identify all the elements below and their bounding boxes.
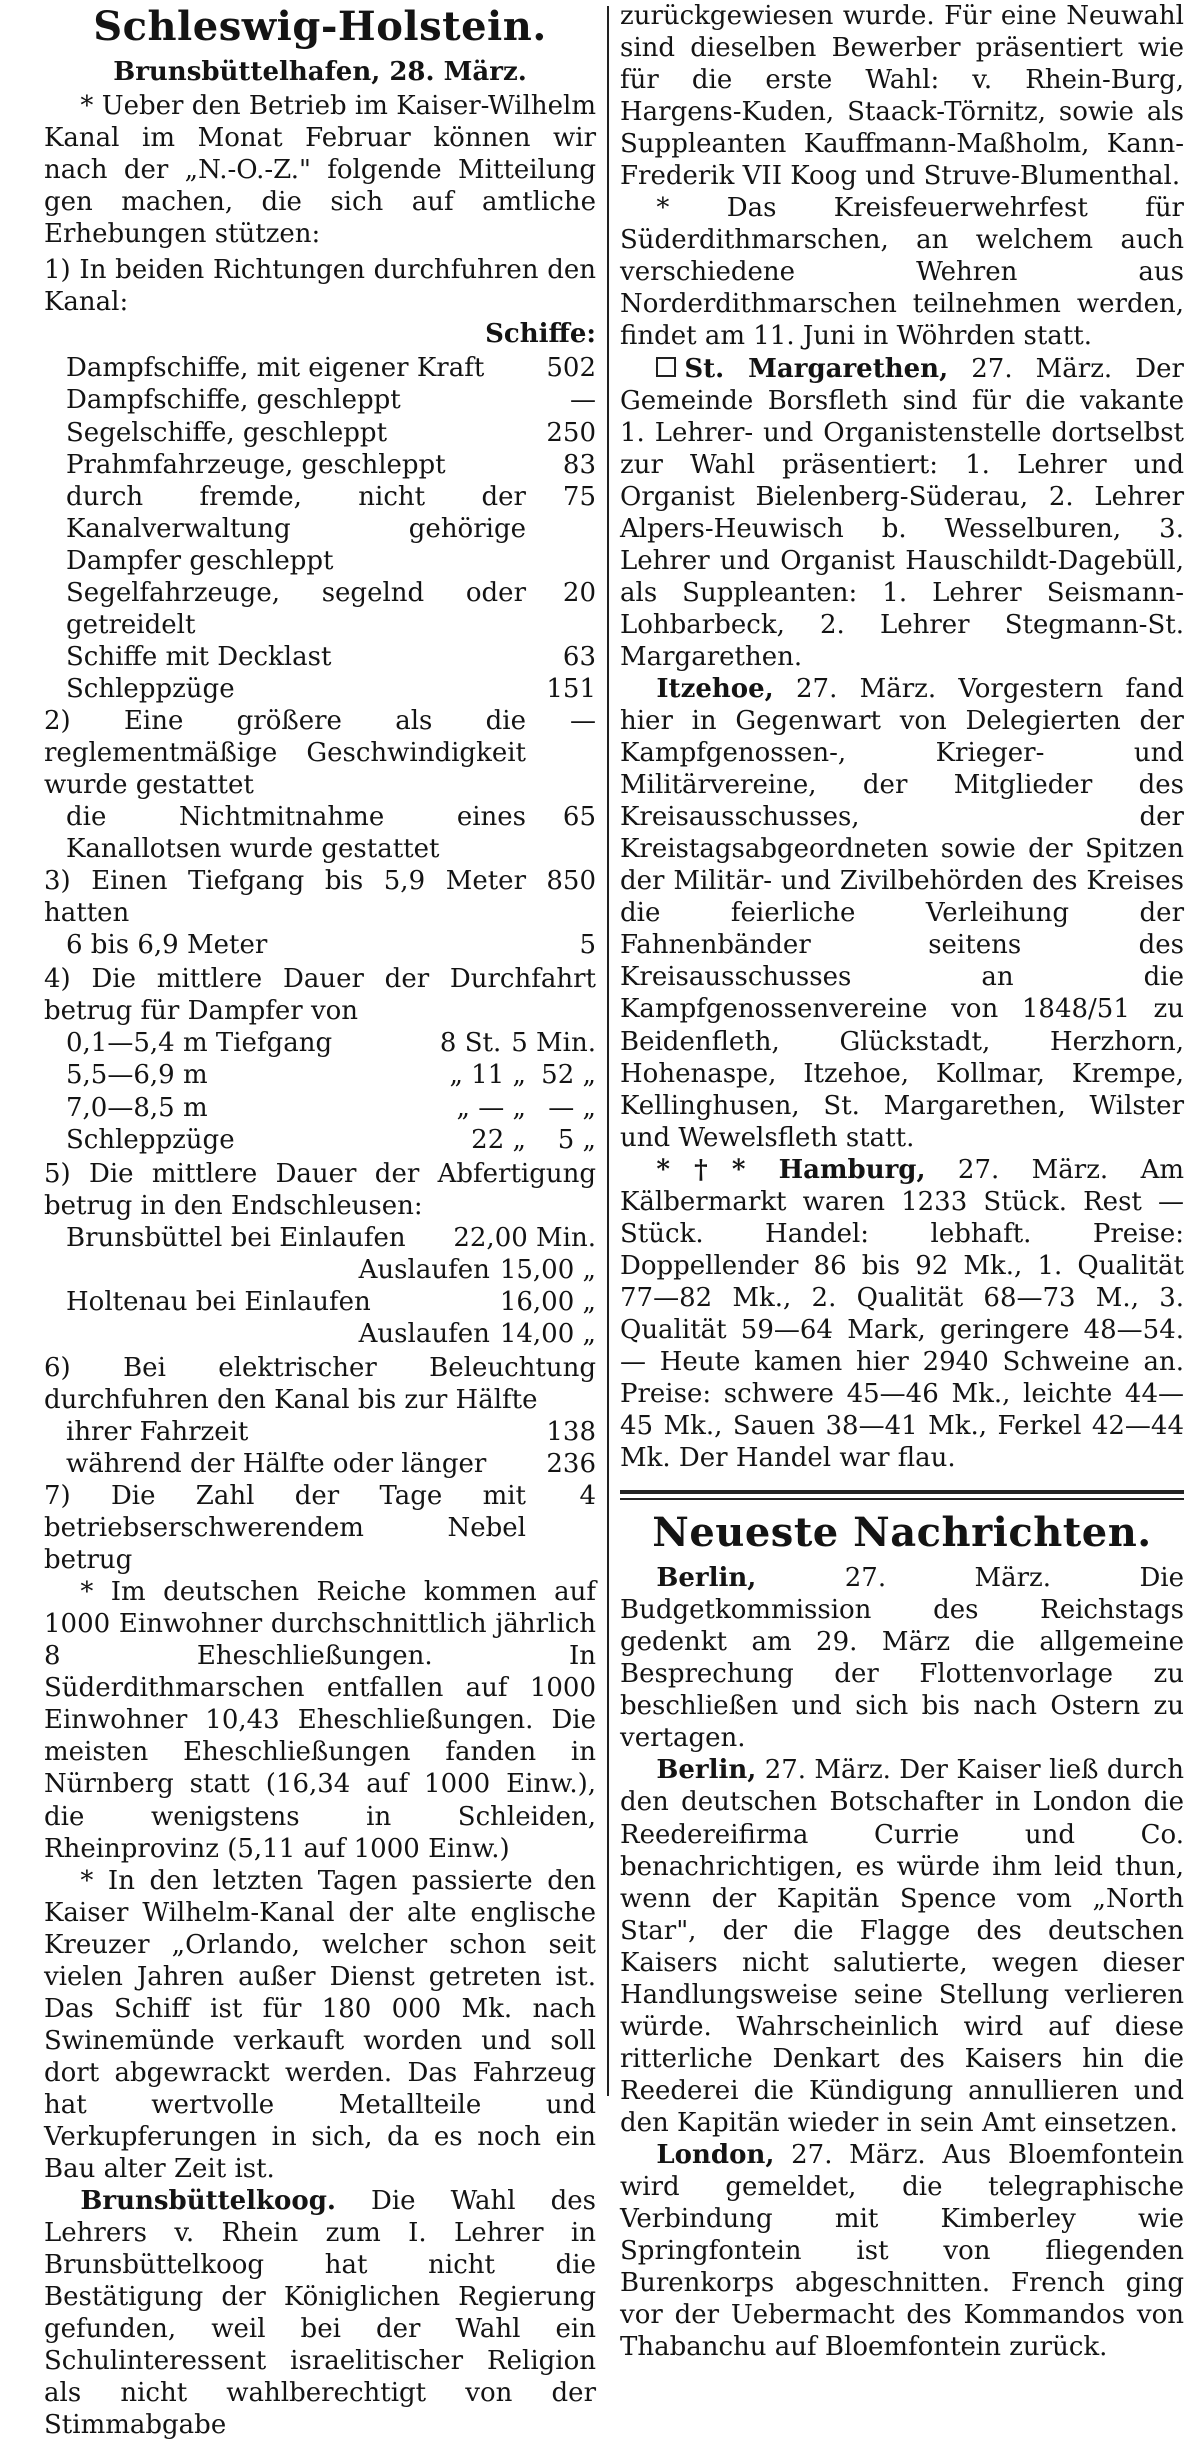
stat-row [66, 1222, 596, 1254]
stat-label: Dampfschiffe, geschleppt [66, 385, 401, 416]
column-divider [607, 6, 609, 2096]
article-text: 27. März. Vorgestern fand hier in Gegenwart von Delegierten der Kampfgenossen-, Krieger- und Militärvereine, der Mitglieder des Kreisausschusses, der Kreistagsabgeordneten sowie der Spitzen der Militär- und Zivilbehörden des Kreises die feierliche Verleihung der Fahnenbänder seitens des Kreisausschusses an die Kampfgenossenvereine von 1848/51 zu Beidenfleth, Glückstadt, Herzhorn, Hohenaspe, Itzehoe, Kollmar, Krempe, Kellinghusen, St. Margarethen, Wilster und Wewelsfleth statt. [620, 673, 1184, 1153]
stat-value: 83 [562, 449, 596, 480]
article-text: 27. März. Die Budgetkommission des Reichstags gedenkt am 29. März die allgemeine Besprechung der Flottenvorlage zu beschließen und sich bis nach Ostern zu vertagen. [620, 1563, 1184, 1754]
stat-label: 3) Einen Tiefgang bis 5,9 Meter hatten [44, 866, 526, 929]
stat-value: 850 [546, 866, 596, 897]
place-name: *†* Hamburg, [656, 1154, 926, 1185]
stat-label: Holtenau bei Einlaufen [66, 1286, 371, 1317]
duration-hours: 8 St. [439, 1028, 502, 1059]
dateline-brunsbuettelhafen: Brunsbüttelhafen, 28. März. [113, 57, 527, 87]
canal-item-5-table [44, 1222, 596, 1350]
stat-row [44, 801, 596, 865]
stat-label: Schiffe mit Decklast [66, 641, 332, 672]
stat-value: 14,00 „ [499, 1318, 596, 1349]
stat-value: 151 [546, 673, 596, 704]
stat-value: 63 [562, 641, 596, 672]
stat-row [66, 384, 596, 416]
canal-item-1-heading [44, 254, 596, 350]
stat-value: 20 [562, 577, 596, 608]
duration-minutes: 5 Min. [511, 1028, 596, 1059]
stat-row [66, 417, 596, 449]
canal-item-3-table [44, 865, 596, 961]
stat-label: Segelfahrzeuge, segelnd oder getreidelt [66, 577, 526, 640]
stat-row [66, 577, 596, 641]
stat-label: Brunsbüttel bei Einlaufen [66, 1222, 406, 1253]
stat-value: 250 [546, 417, 596, 448]
article-text: Die Wahl des Lehrers v. Rhein zum I. Lehrer in Brunsbüttelkoog hat nicht die Bestätigung der Königlichen Regierung gefunden, weil bei der Wahl ein Schulinteressent israelitischer Religion als nicht wahlberechtigt von der Stimmabgabe [44, 2186, 596, 2441]
stat-row [44, 705, 596, 801]
stat-value: — [570, 705, 596, 736]
stat-row [66, 673, 596, 705]
section-heading-schleswig-holstein: Schleswig-Holstein. [93, 3, 547, 50]
stat-row [66, 1027, 596, 1059]
stat-row [66, 1254, 596, 1286]
article-text: 27. März. Aus Bloemfontein wird gemeldet, die telegraphische Verbindung mit Kimberley wie Springfontein ist von fliegenden Burenkorps abgeschnitten. French ging vor der Uebermacht des Kommandos von Thabanchu auf Bloemfontein zurück. [620, 2140, 1184, 2363]
stat-row [66, 1318, 596, 1350]
stat-value: 502 [546, 353, 596, 384]
stat-row [66, 449, 596, 481]
canal-item-4-table [44, 1027, 596, 1155]
article-marriages: * Im deutschen Reiche kommen auf 1000 Einwohner durchschnittlich jährlich 8 Eheschließungen. In Süderdithmarschen entfallen auf 1000 Einwohner 10,43 Eheschließungen. Die meisten Eheschließungen fanden in Nürnberg statt (16,34 auf 1000 Einw.), die wenigstens in Schleiden, Rheinprovinz (5,11 auf 1000 Einw.) [44, 1577, 596, 1864]
stat-value: 236 [546, 1449, 596, 1480]
depth-range: 0,1—5,4 m Tiefgang [66, 1028, 333, 1059]
article-text: 27. März. Am Kälbermarkt waren 1233 Stück. Rest — Stück. Handel: lebhaft. Preise: Doppellender 86 bis 92 Mk., 1. Qualität 77—82 Mk., 2. Qualität 68—73 M., 3. Qualität 59—64 Mark, geringere 48—54. — Heute kamen hier 2940 Schweine an. Preise: schwere 45—46 Mk., leichte 44—45 Mk., Sauen 38—41 Mk., Ferkel 42—44 Mk. Der Handel war flau. [620, 1154, 1185, 1474]
section-divider [620, 1490, 1184, 1500]
duration-minutes: — „ [548, 1092, 596, 1123]
section-heading-neueste-nachrichten: Neueste Nachrichten. [652, 1509, 1152, 1557]
article-hamburg [620, 1154, 1184, 1474]
stat-value: 16,00 „ [499, 1286, 596, 1317]
stat-value: 138 [546, 1416, 596, 1447]
stat-label: durch fremde, nicht der Kanalverwaltung gehörige Dampfer geschleppt [66, 481, 526, 576]
stat-value: 75 [562, 481, 596, 512]
article-date: 27. März. [948, 353, 1113, 384]
place-name: Itzehoe, [656, 673, 774, 704]
right-column [620, 0, 1185, 2363]
article-text: 27. März. Der Kaiser ließ durch den deutschen Botschafter in London die Reedereifirma Currie und Co. benachrichtigen, es würde ihm leid thun, wenn der Kapitän Spence vom „North Star", der die Flagge des deutschen Kaisers nicht salutierte, wegen dieser Handlungsweise seine Stellung verlieren würde. Wahrscheinlich wird auf diese ritterliche Denkart des Kaisers hin die Reederei die Kündigung annullieren und den Kapitän wieder in sein Amt einsetzen. [620, 1755, 1184, 2138]
depth-range: 5,5—6,9 m [66, 1060, 208, 1091]
canal-item-7-row [44, 1480, 596, 1576]
canal-item-6-table [44, 1416, 596, 1480]
canal-item-5-heading: 5) Die mittlere Dauer der Abfertigung betrug in den Endschleusen: [44, 1158, 596, 1221]
stat-row [66, 1059, 596, 1091]
article-text: Der Gemeinde Borsfleth sind für die vakante 1. Lehrer- und Organistenstelle dortselbst zur Wahl präsentiert: 1. Lehrer und Organist Bielenberg-Süderau, 2. Lehrer Alpers-Heuwisch b. Wesselburen, 3. Lehrer und Organist Hauschildt-Dagebüll, als Suppleanten: 1. Lehrer Seismann-Lohbarbeck, 2. Lehrer Stegmann-St. Margarethen. [620, 353, 1184, 672]
place-name: Berlin, [656, 1563, 757, 1594]
duration-hours: 22 „ [471, 1124, 526, 1155]
stat-row [66, 641, 596, 673]
stat-label: Prahmfahrzeuge, geschleppt [66, 449, 446, 480]
box-symbol-icon [656, 357, 676, 377]
duration-hours: „ 11 „ [449, 1060, 526, 1091]
duration-minutes: 52 „ [541, 1060, 596, 1091]
article-fire-brigade-festival: * Das Kreisfeuerwehrfest für Süderdithmarschen, an welchem auch verschiedene Wehren aus Norderdithmarschen teilnehmen werden, findet am 11. Juni in Wöhrden statt. [620, 193, 1184, 352]
article-london [620, 2139, 1184, 2363]
stat-row [66, 1092, 596, 1124]
article-brunsbuettelkoog [44, 2185, 596, 2441]
stat-row [66, 1416, 596, 1448]
article-st-margarethen [620, 353, 1184, 673]
canal-item-1-text: 1) In beiden Richtungen durchfuhren den Kanal: [44, 255, 596, 318]
stat-value: 65 [562, 802, 596, 833]
canal-report-intro: * Ueber den Betrieb im Kaiser-Wilhelm Kanal im Monat Februar können wir nach der „N.-O.-Z." folgende Mitteilung gen machen, die sich auf amtliche Erhebungen stützen: [44, 91, 596, 250]
stat-row [66, 352, 596, 384]
stat-label: 6 bis 6,9 Meter [66, 930, 268, 961]
stat-row [66, 1286, 596, 1318]
article-cruiser-orlando: * In den letzten Tagen passierte den Kaiser Wilhelm-Kanal der alte englische Kreuzer „Orlando, welcher schon seit vielen Jahren außer Dienst getreten ist. Das Schiff ist für 180 000 Mk. nach Swinemünde verkauft worden und soll dort abgewrackt werden. Das Fahrzeug hat wertvolle Metallteile und Verkupferungen in sich, da es noch ein Bau alter Zeit ist. [44, 1865, 596, 2185]
left-column [44, 0, 596, 2441]
duration-hours: „ — „ [456, 1092, 526, 1123]
canal-item-1-table [44, 352, 596, 705]
stat-value: 5 [579, 930, 596, 961]
place-name: Berlin, [656, 1755, 757, 1786]
stat-value: 15,00 „ [499, 1254, 596, 1285]
stat-value: — [570, 385, 596, 416]
place-name: St. Margarethen, [684, 353, 949, 384]
depth-range: 7,0—8,5 m [66, 1092, 208, 1123]
stat-label: Segelschiffe, geschleppt [66, 417, 388, 448]
article-berlin-kaiser [620, 1754, 1184, 2139]
stat-label: Dampfschiffe, mit eigener Kraft [66, 353, 485, 384]
stat-label: Auslaufen [358, 1254, 490, 1285]
canal-item-4-heading: 4) Die mittlere Dauer der Durchfahrt betrug für Dampfer von [44, 964, 596, 1027]
stat-label: ihrer Fahrzeit [66, 1416, 249, 1447]
stat-label: 2) Eine größere als die reglementmäßige Geschwindigkeit wurde gestattet [44, 705, 526, 801]
place-name: London, [656, 2140, 775, 2170]
depth-range: Schleppzüge [66, 1124, 235, 1155]
article-itzehoe [620, 673, 1184, 1154]
place-name: Brunsbüttelkoog. [80, 2186, 336, 2217]
canal-item-2-table [44, 705, 596, 865]
stat-label: Auslaufen [358, 1318, 490, 1349]
stat-row [66, 1124, 596, 1156]
stat-label: während der Hälfte oder länger [66, 1449, 487, 1480]
article-berlin-budget [620, 1562, 1184, 1754]
canal-item-1-unit: Schiffe: [485, 319, 596, 350]
stat-label: Schleppzüge [66, 673, 235, 704]
stat-row [66, 1448, 596, 1480]
stat-value: 4 [579, 1481, 596, 1512]
stat-row [44, 865, 596, 929]
article-brunsbuettelkoog-continued: zurückgewiesen wurde. Für eine Neuwahl sind dieselben Bewerber präsentiert wie für die erste Wahl: v. Rhein-Burg, Hargens-Kuden, Staack-Törnitz, sowie als Suppleanten Kauffmann-Maßholm, Kann-Frederik VII Koog und Struve-Blumenthal. [620, 1, 1184, 192]
stat-value: 22,00 Min. [453, 1222, 596, 1253]
stat-row [66, 481, 596, 577]
canal-item-6-heading: 6) Bei elektrischer Beleuchtung durchfuhren den Kanal bis zur Hälfte [44, 1352, 596, 1415]
stat-label: die Nichtmitnahme eines Kanallotsen wurde gestattet [66, 802, 526, 865]
stat-row [44, 929, 596, 961]
stat-label: 7) Die Zahl der Tage mit betriebserschwerendem Nebel betrug [44, 1481, 526, 1576]
duration-minutes: 5 „ [557, 1124, 596, 1155]
